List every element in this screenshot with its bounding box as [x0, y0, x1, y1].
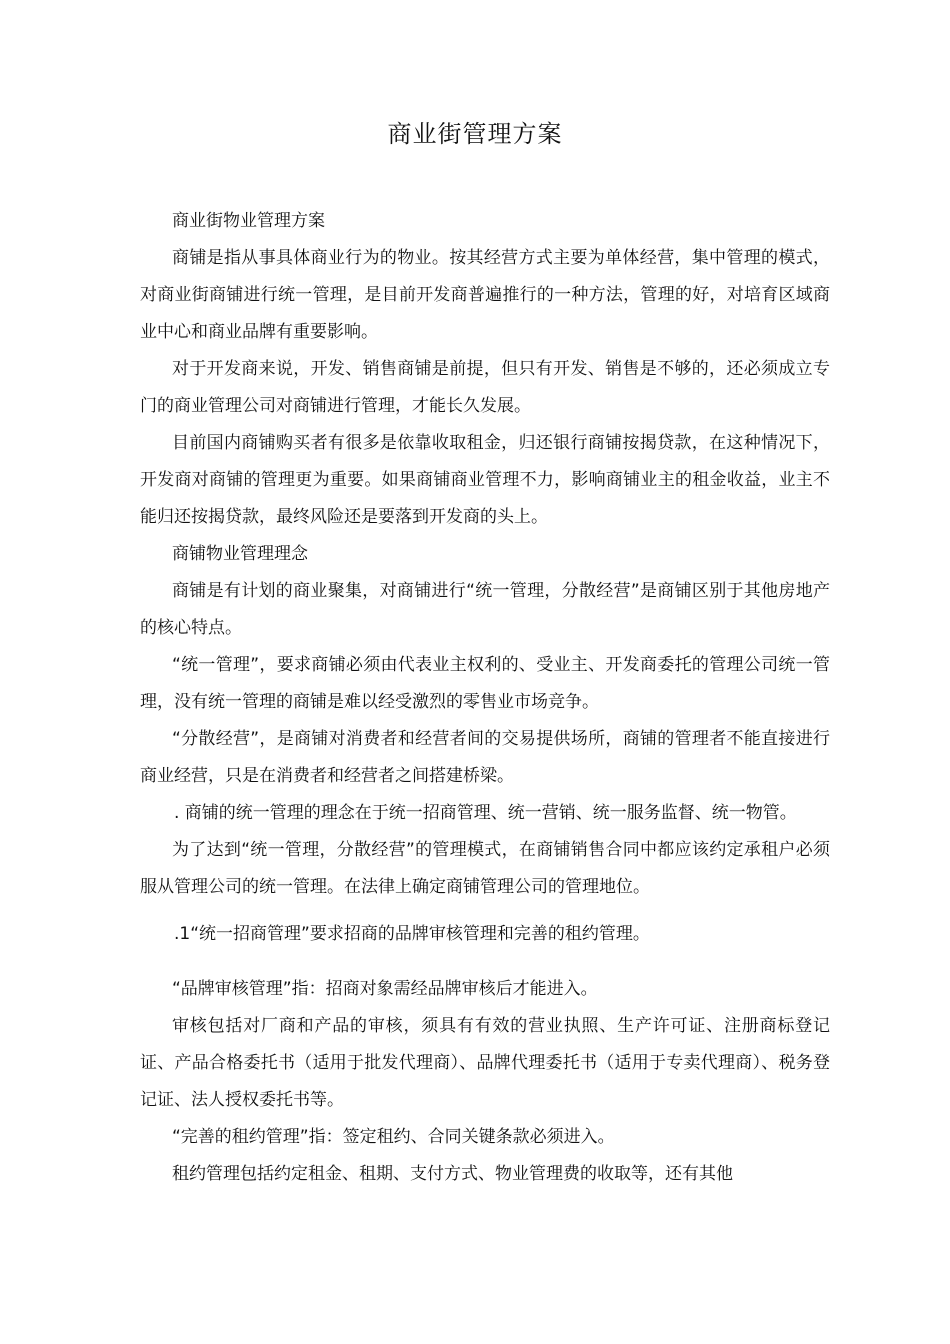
paragraph-core-feature: 商铺是有计划的商业聚集，对商铺进行“统一管理，分散经营”是商铺区别于其他房地产的核心特点。: [140, 581, 830, 638]
paragraph-buyer-risk: 目前国内商铺购买者有很多是依靠收取租金，归还银行商铺按揭贷款，在这种情况下，开发商对商铺的管理更为重要。如果商铺商业管理不力，影响商铺业主的租金收益，业主不能归还按揭贷款，最终风险还是要落到开发商的头上。: [140, 433, 830, 527]
paragraph-lease-content: 租约管理包括约定租金、租期、支付方式、物业管理费的收取等，还有其他: [172, 1164, 733, 1184]
paragraph-recruitment-management: .1“统一招商管理”要求招商的品牌审核管理和完善的租约管理。: [174, 924, 650, 944]
section-heading-property-plan: 商业街物业管理方案: [172, 211, 325, 231]
paragraph-unified-management: “统一管理”，要求商铺必须由代表业主权利的、受业主、开发商委托的管理公司统一管理，没有统一管理的商铺是难以经受激烈的零售业市场竞争。: [140, 655, 830, 712]
paragraph-shop-definition: 商铺是指从事具体商业行为的物业。按其经营方式主要为单体经营，集中管理的模式，对商业街商铺进行统一管理，是目前开发商普遍推行的一种方法，管理的好，对培育区域商业中心和商业品牌有重要影响。: [140, 248, 830, 342]
paragraph-review-content: 审核包括对厂商和产品的审核，须具有有效的营业执照、生产许可证、注册商标登记证、产品合格委托书（适用于批发代理商）、品牌代理委托书（适用于专卖代理商）、税务登记证、法人授权委托书等。: [140, 1016, 830, 1110]
paragraph-lease-management: “完善的租约管理”指：签定租约、合同关键条款必须进入。: [172, 1127, 615, 1147]
paragraph-brand-review: “品牌审核管理”指：招商对象需经品牌审核后才能进入。: [172, 979, 598, 999]
paragraph-dispersed-operation: “分散经营”，是商铺对消费者和经营者间的交易提供场所，商铺的管理者不能直接进行商业经营，只是在消费者和经营者之间搭建桥梁。: [140, 729, 830, 786]
section-heading-management-concept: 商铺物业管理理念: [172, 544, 308, 564]
paragraph-developer-view: 对于开发商来说，开发、销售商铺是前提，但只有开发、销售是不够的，还必须成立专门的商业管理公司对商铺进行管理，才能长久发展。: [140, 359, 830, 416]
paragraph-contract-requirement: 为了达到“统一管理，分散经营”的管理模式，在商铺销售合同中都应该约定承租户必须服从管理公司的统一管理。在法律上确定商铺管理公司的管理地位。: [140, 840, 830, 897]
document-body: [140, 203, 830, 1193]
paragraph-unified-concept: . 商铺的统一管理的理念在于统一招商管理、统一营销、统一服务监督、统一物管。: [174, 803, 797, 823]
document-title: 商业街管理方案: [387, 120, 563, 148]
